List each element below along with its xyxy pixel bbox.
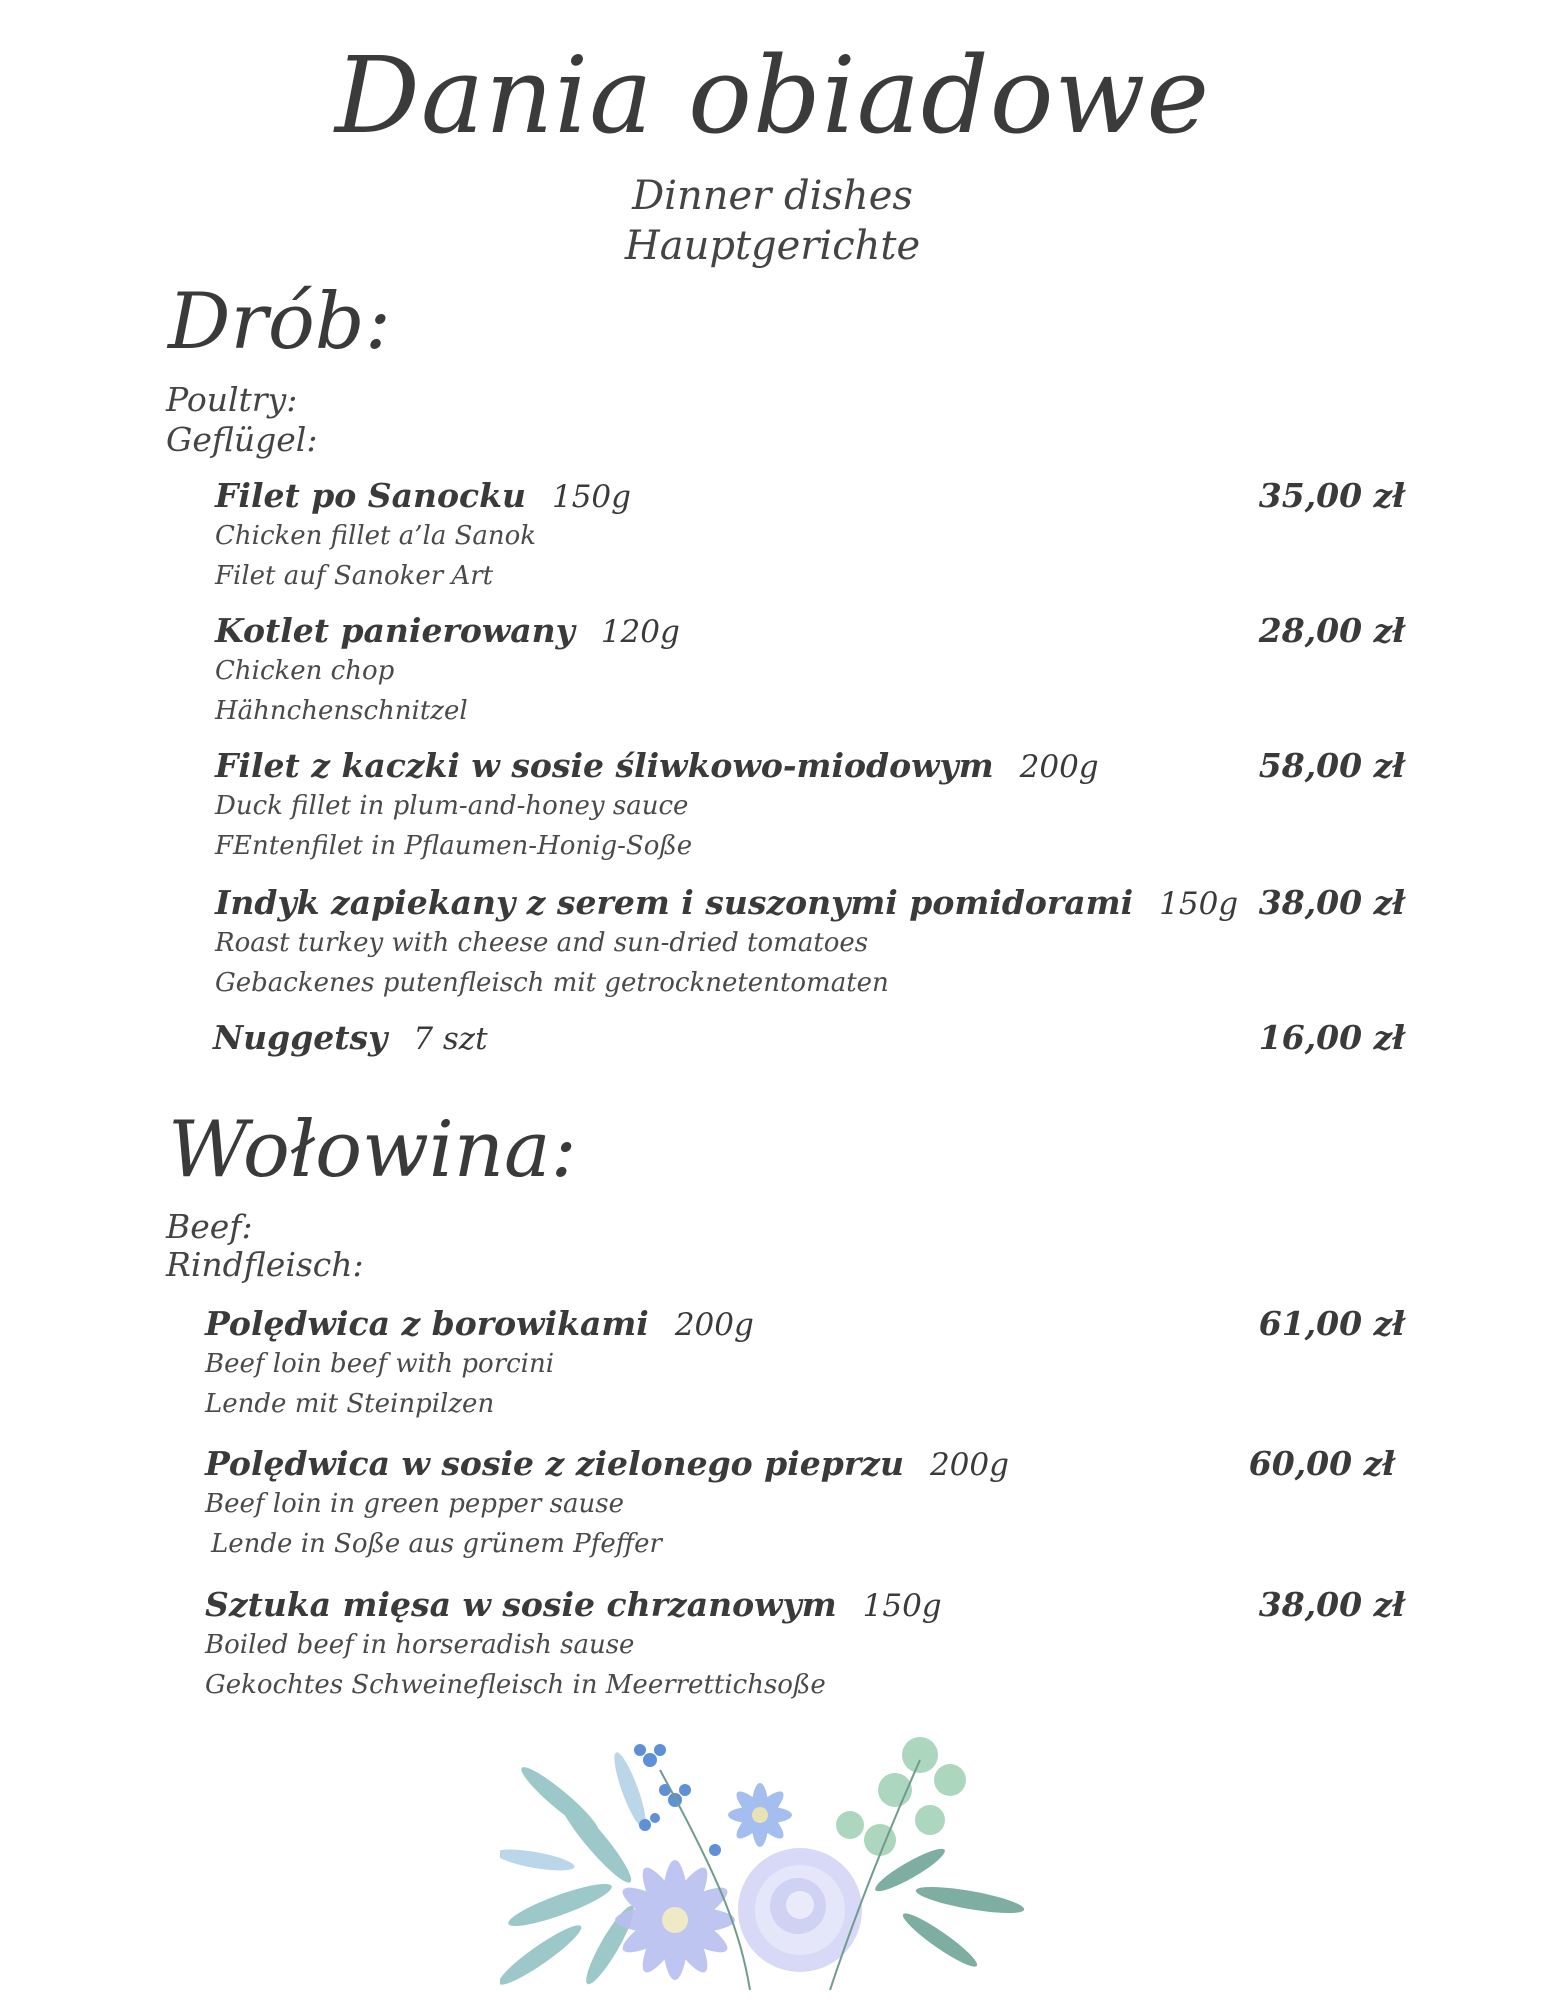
menu-item bbox=[205, 1304, 1405, 1425]
item-desc-de: Lende in Soße aus grünem Pfeffer bbox=[211, 1529, 662, 1560]
item-price: 61,00 zł bbox=[1258, 1304, 1405, 1343]
page-title: Dania obiadowe bbox=[334, 34, 1211, 157]
item-weight: 200g bbox=[929, 1447, 1009, 1483]
section-title-beef: Wołowina: bbox=[168, 1105, 577, 1195]
section-sub-poultry-en: Poultry: bbox=[166, 380, 298, 419]
section-title-poultry: Drób: bbox=[168, 277, 391, 367]
item-desc-de: FEntenfilet in Pflaumen-Honig-Soße bbox=[215, 831, 693, 862]
item-name: Kotlet panierowany bbox=[215, 611, 575, 650]
menu-item bbox=[205, 1585, 1405, 1706]
item-name: Sztuka mięsa w sosie chrzanowym bbox=[205, 1585, 837, 1624]
item-desc-en: Duck fillet in plum-and-honey sauce bbox=[215, 791, 689, 822]
menu-item bbox=[215, 611, 1405, 732]
item-weight: 120g bbox=[600, 614, 680, 650]
item-desc-en: Beef loin in green pepper sause bbox=[205, 1489, 624, 1520]
item-name: Polędwica w sosie z zielonego pieprzu bbox=[205, 1444, 904, 1483]
section-sub-poultry-de: Geflügel: bbox=[166, 420, 318, 459]
menu-item bbox=[215, 746, 1405, 867]
menu-item bbox=[213, 1018, 1405, 1058]
menu-item bbox=[205, 1444, 1395, 1565]
item-desc-de: Gebackenes putenfleisch mit getrocknetentomaten bbox=[215, 968, 889, 999]
item-price: 60,00 zł bbox=[1248, 1444, 1395, 1483]
item-price: 38,00 zł bbox=[1258, 1585, 1405, 1624]
menu-item bbox=[215, 883, 1405, 1004]
item-weight: 150g bbox=[551, 479, 631, 515]
section-sub-beef-de: Rindfleisch: bbox=[166, 1245, 364, 1284]
menu-item bbox=[215, 476, 1405, 597]
item-desc-de: Hähnchenschnitzel bbox=[215, 696, 468, 727]
floral-decoration-icon bbox=[500, 1730, 1040, 2000]
item-weight: 150g bbox=[1159, 886, 1239, 922]
item-price: 38,00 zł bbox=[1258, 883, 1405, 922]
item-weight: 200g bbox=[1019, 749, 1099, 785]
item-desc-en: Boiled beef in horseradish sause bbox=[205, 1630, 635, 1661]
item-name: Filet po Sanocku bbox=[215, 476, 526, 515]
item-desc-de: Gekochtes Schweinefleisch in Meerrettichsoße bbox=[205, 1670, 826, 1701]
item-price: 16,00 zł bbox=[1258, 1018, 1405, 1057]
item-desc-de: Lende mit Steinpilzen bbox=[205, 1389, 495, 1420]
item-weight: 150g bbox=[862, 1588, 942, 1624]
item-price: 35,00 zł bbox=[1258, 476, 1405, 515]
item-desc-en: Chicken chop bbox=[215, 656, 395, 687]
item-name: Indyk zapiekany z serem i suszonymi pomidorami bbox=[215, 883, 1134, 922]
item-weight: 200g bbox=[674, 1307, 754, 1343]
item-desc-en: Chicken fillet a’la Sanok bbox=[215, 521, 537, 552]
item-desc-de: Filet auf Sanoker Art bbox=[215, 561, 494, 592]
item-price: 58,00 zł bbox=[1258, 746, 1405, 785]
item-name: Filet z kaczki w sosie śliwkowo-miodowym bbox=[215, 746, 994, 785]
section-sub-beef-en: Beef: bbox=[166, 1207, 253, 1246]
item-desc-en: Roast turkey with cheese and sun-dried tomatoes bbox=[215, 928, 869, 959]
item-weight: 7 szt bbox=[413, 1021, 488, 1057]
item-price: 28,00 zł bbox=[1258, 611, 1405, 650]
subtitle-german: Hauptgerichte bbox=[624, 223, 921, 269]
item-name: Nuggetsy bbox=[213, 1018, 388, 1057]
item-desc-en: Beef loin beef with porcini bbox=[205, 1349, 555, 1380]
item-name: Polędwica z borowikami bbox=[205, 1304, 649, 1343]
subtitle-english: Dinner dishes bbox=[632, 173, 913, 219]
